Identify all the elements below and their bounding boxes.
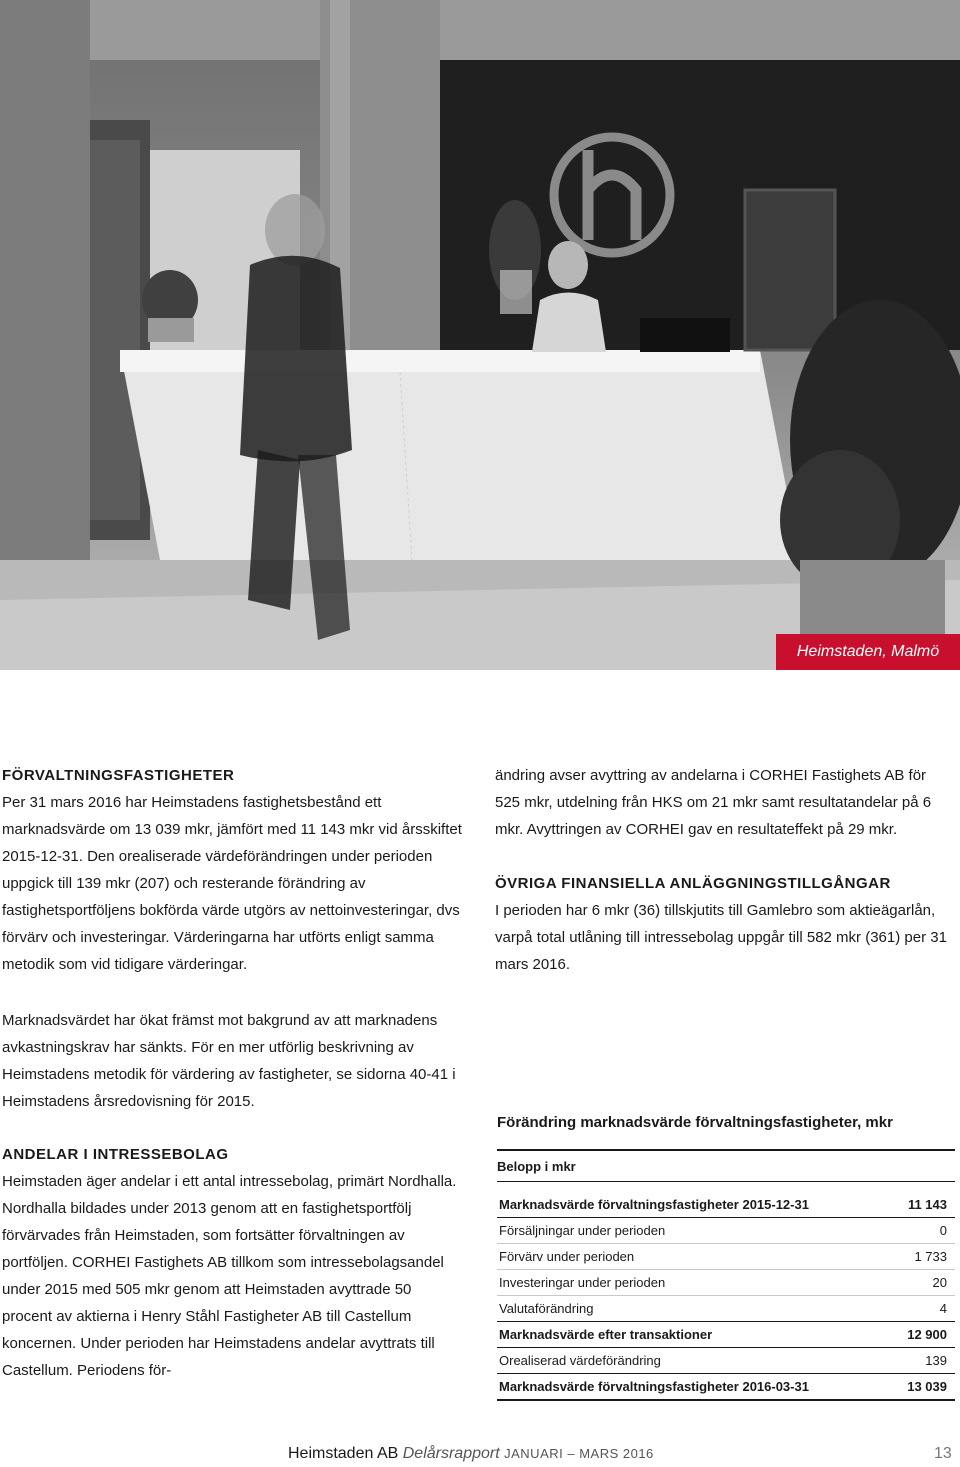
table-row — [497, 1270, 955, 1296]
body-paragraph: Marknadsvärdet har ökat främst mot bakgrund av att marknadens avkastningskrav har sänkts. För en mer utförlig beskrivning av Heimstadens metodik för värdering av fastigheter, se sidorna 40-41 i Heimstadens årsredovisning för 2015. — [2, 1012, 456, 1110]
row-label: Orealiserad värdeförändring — [499, 1353, 661, 1368]
page-footer — [288, 1445, 654, 1463]
row-value: 20 — [932, 1275, 947, 1290]
photo-caption: Heimstaden, Malmö — [776, 634, 960, 670]
section-forvaltningsfastigheter — [2, 762, 462, 978]
table-row — [497, 1348, 955, 1373]
page-number: 13 — [934, 1445, 952, 1462]
continued-paragraph — [495, 762, 955, 843]
table-body — [497, 1192, 955, 1401]
table-header — [497, 1149, 955, 1182]
market-value-table — [497, 1111, 955, 1401]
lobby-photo — [0, 0, 960, 670]
body-paragraph: Per 31 mars 2016 har Heimstadens fastighetsbestånd ett marknadsvärde om 13 039 mkr, jämfört med 11 143 mkr vid årsskiftet 2015-12-31. Den orealiserade värdeförändringen under perioden uppgick till 139 mkr (207) och resterande förändring av fastighetsportföljens bokförda värde utgörs av nettoinvesteringar, dvs förvärv och investeringar. Värderingarna har utförts enligt samma metodik som vid tidigare värderingar. — [2, 794, 462, 973]
row-label: Förvärv under perioden — [499, 1249, 635, 1264]
section-ovriga-finansiella — [495, 870, 955, 978]
table-row — [497, 1322, 955, 1348]
row-value: 11 143 — [907, 1197, 947, 1212]
footer-company: Heimstaden AB — [288, 1445, 399, 1462]
body-paragraph: Heimstaden äger andelar i ett antal intressebolag, primärt Nordhalla. Nordhalla bildades under 2013 genom att en fastighetsportfölj förvärvades från Heimstaden, som fortsätter förvaltningen av portföljen. CORHEI Fastighets AB tillkom som intressebolagsandel under 2015 med 505 mkr genom att Heimstaden avyttrade 50 procent av aktierna i Henry Ståhl Fastigheter AB till Castellum koncernen. Under perioden har Heimstadens andelar avyttrats till Castellum. Periodens för- — [2, 1173, 457, 1379]
table-header-label: Belopp i mkr — [497, 1158, 576, 1174]
table-row — [497, 1296, 955, 1322]
row-label: Marknadsvärde förvaltningsfastigheter 2015-12-31 — [499, 1197, 809, 1212]
row-value: 1 733 — [914, 1249, 947, 1264]
row-label: Investeringar under perioden — [499, 1275, 666, 1290]
table-row — [497, 1192, 955, 1218]
footer-period: JANUARI – MARS 2016 — [504, 1446, 654, 1461]
table-row — [497, 1373, 955, 1401]
row-label: Marknadsvärde förvaltningsfastigheter 2016-03-31 — [499, 1379, 809, 1394]
table-title: Förändring marknadsvärde förvaltningsfastigheter, mkr — [497, 1114, 893, 1131]
row-value: 13 039 — [907, 1379, 947, 1394]
lobby-photo-illustration — [0, 0, 960, 670]
row-value: 4 — [939, 1301, 947, 1316]
row-value: 12 900 — [907, 1327, 947, 1342]
row-value: 0 — [939, 1223, 947, 1238]
row-label: Valutaförändring — [499, 1301, 594, 1316]
body-paragraph: ändring avser avyttring av andelarna i CORHEI Fastighets AB för 525 mkr, utdelning från HKS om 21 mkr samt resultatandelar på 6 mkr. Avyttringen av CORHEI gav en resultateffekt på 29 mkr. — [495, 767, 932, 838]
row-value: 139 — [925, 1353, 947, 1368]
row-label: Försäljningar under perioden — [499, 1223, 666, 1238]
table-row — [497, 1218, 955, 1244]
table-row — [497, 1244, 955, 1270]
section-andelar-intressebolag — [2, 1141, 462, 1384]
body-paragraph: I perioden har 6 mkr (36) tillskjutits till Gamlebro som aktieägarlån, varpå total utlåning till intressebolag uppgår till 582 mkr (361) per 31 mars 2016. — [495, 902, 947, 973]
section-heading: FÖRVALTNINGSFASTIGHETER — [2, 767, 235, 784]
footer-document: Delårsrapport — [402, 1445, 500, 1462]
section-heading: ÖVRIGA FINANSIELLA ANLÄGGNINGSTILLGÅNGAR — [495, 875, 891, 892]
section-marknadsvarde-text — [2, 1007, 462, 1115]
row-label: Marknadsvärde efter transaktioner — [499, 1327, 713, 1342]
section-heading: ANDELAR I INTRESSEBOLAG — [2, 1146, 229, 1163]
